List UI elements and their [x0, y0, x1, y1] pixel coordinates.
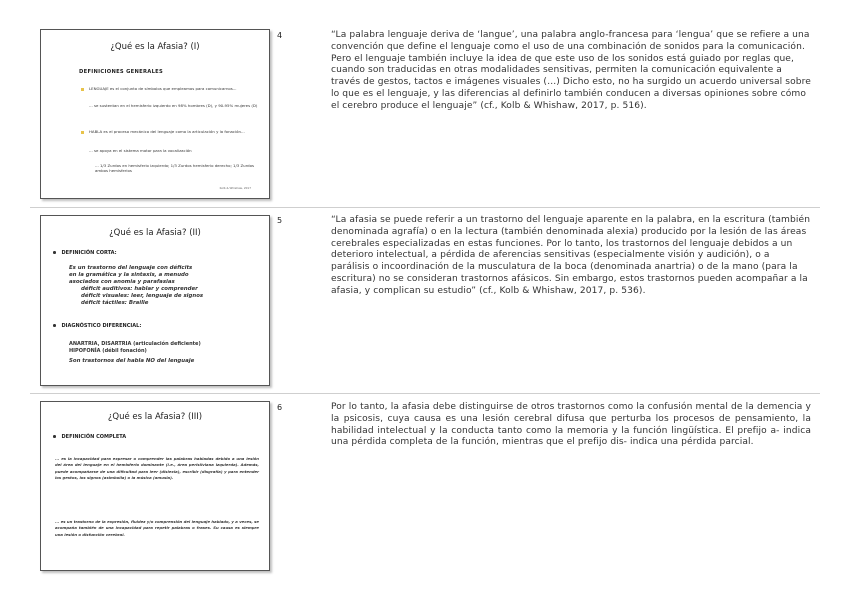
definition-paragraph: ... es un trastorno de la expresión, fluidez y/o comprensión del lenguaje hablado, y a veces, se acompaña también de una incapacidad para repetir palabras o frases. Su causa es siempre una lesión o disfunción cerebral. [55, 519, 259, 537]
definition-line: Es un trastorno del lenguaje con déficits [69, 265, 193, 271]
slide-credit: Kolb & Whishaw, 2017 [219, 186, 251, 190]
slide-bullet: HABLA es el proceso mecánico del lenguaje como la articulación y la fonación... [89, 129, 245, 134]
definition-paragraph: ... es la incapacidad para expresar o comprender las palabras habladas debido a una lesión del área del lenguaje en el hemisferio dominante (i.e., área perisilviana izquierda). Además, puede acompañarse de una dificultad para leer (dislexia), escribir (disgrafía) y para entender los gestos, los signos (asimbolia) o la música (amusia). [55, 456, 259, 480]
row-divider [30, 393, 820, 394]
speaker-note: Por lo tanto, la afasia debe distinguirse de otros trastornos como la confusión mental de la demencia y la psicosis, cuya causa es una lesión cerebral difusa que perturba los procesos de pensamiento, la habilidad intelectual y la conducta tanto como la memoria y la función lingüística. El prefijo a- indica una pérdida completa de la función, mientras que el prefijo dis- indica una pérdida parcial. [331, 402, 811, 448]
definition-line: déficit visuales: leer, lenguaje de signos [81, 293, 204, 299]
slide-title: ¿Qué es la Afasia? (II) [109, 228, 201, 238]
page-number: 6 [277, 403, 283, 412]
slide-bullet [53, 250, 117, 256]
slide-thumbnail-2[interactable] [40, 215, 270, 386]
bullet-dot [53, 251, 56, 254]
slide-bullet [53, 434, 126, 440]
slide-title: ¿Qué es la Afasia? (III) [107, 412, 203, 422]
bullet-text: DEFINICIÓN CORTA: [61, 250, 117, 256]
slide-title: ¿Qué es la Afasia? (I) [110, 42, 200, 52]
definition-line: déficit auditivos: hablar y comprender [81, 286, 198, 292]
definition-line: asociados con anomia y parafasias [69, 279, 175, 285]
slide-bullet [53, 323, 141, 329]
bullet-dot [53, 324, 56, 327]
slide-bullet: ... 1/3 Zurdos en hemisferio izquierdo; 1/3 Zurdos hemisferio derecho; 1/3 Zurdos ambos hemisferios [95, 163, 255, 174]
speaker-note: “La afasia se puede referir a un trastorno del lenguaje aparente en la palabra, en la escritura (también denominada agrafía) o en la lectura (también denominada alexia) producido por la lesión de las áreas cerebrales especializadas en estas funciones. Por lo tanto, los trastornos del lenguaje debidos a un deterioro intelectual, a pérdida de aferencias sensitivas (especialmente visión y audición), o a parálisis o incoordinación de la musculatura de la boca (denominada anartria) o de la mano (para la escritura) no se consideran trastornos afásicos. Sin embargo, estos trastornos pueden acompañar a la afasia, y complican su estudio” (cf., Kolb & Whishaw, 2017, p. 536). [331, 215, 811, 296]
definition-line: déficit táctiles: Braille [81, 300, 149, 306]
bullet-dot [53, 435, 56, 438]
diagnosis-line: ANARTRIA, DISARTRIA (articulación deficiente) [69, 341, 201, 347]
page-number: 5 [277, 216, 283, 225]
slide-thumbnail-1[interactable] [40, 29, 270, 199]
bullet-marker [81, 131, 84, 134]
diagnosis-line: HIPOFONÍA (débil fonación) [69, 348, 147, 354]
slide-thumbnail-3[interactable] [40, 401, 270, 571]
slide-heading: DEFINICIONES GENERALES [79, 69, 164, 75]
definition-line: en la gramática y la sintaxis, a menudo [69, 272, 189, 278]
bullet-marker [81, 88, 84, 91]
speaker-note: “La palabra lenguaje deriva de ‘langue’, una palabra anglo-francesa para ‘lengua’ que se refiere a una convención que define el lenguaje como el uso de una combinación de sonidos para la comunicación. Pero el lenguaje también incluye la idea de que este uso de los sonidos está guiado por reglas que, cuando son traducidas en otras modalidades sensitivas, permiten la comunicación equivalente a través de gestos, tactos e imágenes visuales (…) Dicho esto, no ha surgido un acuerdo universal sobre lo que es el lenguaje, y las diferencias al definirlo también conducen a diversas opiniones sobre cómo el cerebro produce el lenguaje” (cf., Kolb & Whishaw, 2017, p. 516). [331, 30, 811, 111]
slide-bullet: ... se apoya en el sistema motor para la vocalización [89, 148, 192, 153]
row-divider [30, 207, 820, 208]
slide-bullet: ... se sustentan en el hemisferio izquierdo en 98% hombres (D), y 90-95% mujeres (D) [89, 103, 258, 108]
page-number: 4 [277, 31, 283, 40]
slide-bullet: LENGUAJE es el conjunto de símbolos que empleamos para comunicarnos... [89, 86, 237, 91]
diagnosis-conclusion: Son trastornos del habla NO del lenguaje [69, 358, 195, 364]
bullet-text: DEFINICIÓN COMPLETA [61, 434, 127, 440]
bullet-text: DIAGNÓSTICO DIFERENCIAL: [61, 323, 142, 329]
